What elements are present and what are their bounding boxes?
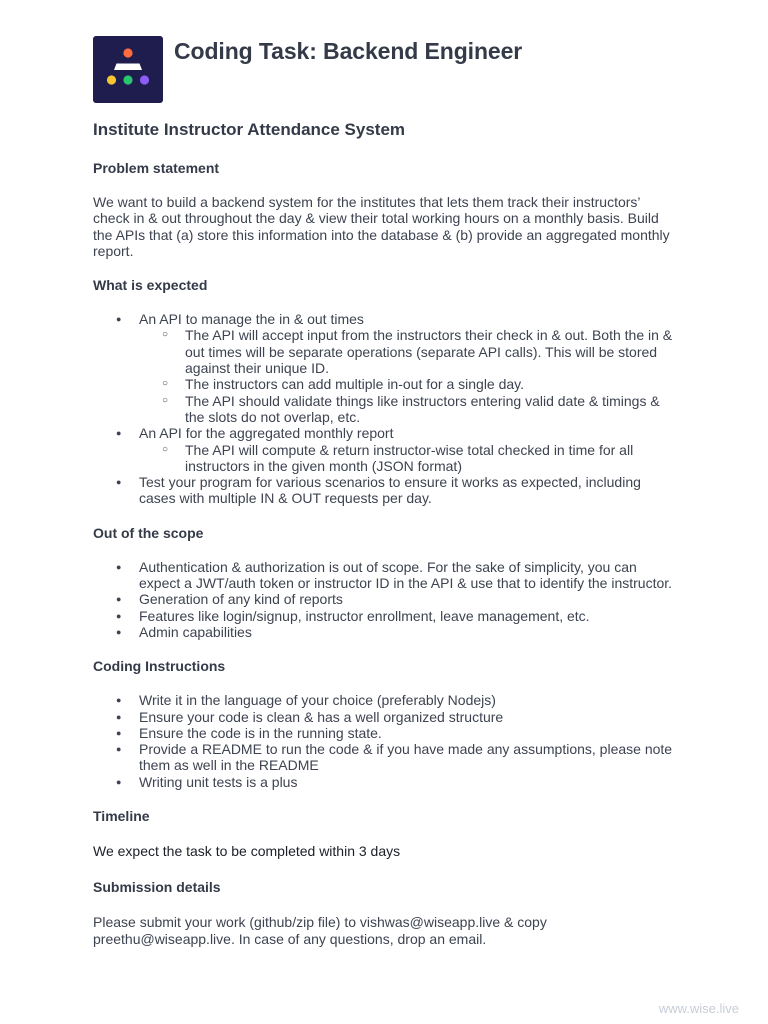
sub-list-item: ○ The API should validate things like instructors entering valid date & timings & the slots do not overlap, etc. [139, 393, 673, 426]
list-item: ● Features like login/signup, instructor enrollment, leave management, etc. [93, 608, 673, 624]
list-item: ● Admin capabilities [93, 624, 673, 640]
logo-dot-green [123, 75, 132, 84]
document-header [93, 36, 673, 103]
document-subtitle: Institute Instructor Attendance System [93, 120, 406, 139]
sub-list [139, 327, 673, 425]
expected-heading: What is expected [93, 277, 208, 294]
list-item: ● An API for the aggregated monthly report ○ The API will compute & return instructor-wise total checked in time for all instructors in the given month (JSON format) [93, 425, 673, 474]
sub-list-item: ○ The instructors can add multiple in-out for a single day. [139, 376, 673, 392]
document-page [93, 36, 673, 947]
list-item: ● Writing unit tests is a plus [93, 774, 673, 790]
submission-heading: Submission details [93, 879, 221, 896]
timeline-heading: Timeline [93, 808, 150, 825]
logo-dot-orange [123, 48, 132, 57]
coding-list [93, 692, 673, 790]
timeline-text: We expect the task to be completed within 3 days [93, 843, 401, 860]
scope-list [93, 559, 673, 640]
submission-text: Please submit your work (github/zip file) to vishwas@wiseapp.live & copy preethu@wiseapp.live. In case of any questions, drop an email. [93, 914, 547, 947]
list-item: ● Write it in the language of your choice (preferably Nodejs) [93, 692, 673, 708]
logo-dot-yellow [107, 75, 116, 84]
list-item: ● Ensure the code is in the running state. [93, 725, 673, 741]
list-item: ● Authentication & authorization is out of scope. For the sake of simplicity, you can expect a JWT/auth token or instructor ID in the API & use that to identify the instructor. [93, 559, 673, 592]
coding-heading: Coding Instructions [93, 658, 226, 675]
sub-list-item: ○ The API will accept input from the instructors their check in & out. Both the in & out times will be separate operations (separate API calls). This will be stored against their unique ID. [139, 327, 673, 376]
list-item: ● Generation of any kind of reports [93, 591, 673, 607]
sub-list [139, 442, 673, 475]
logo-graphic [93, 36, 163, 103]
scope-heading: Out of the scope [93, 524, 204, 541]
document-title: Coding Task: Backend Engineer [174, 38, 523, 64]
problem-text: We want to build a backend system for the institutes that lets them track their instructors’ check in & out throughout the day & view their total working hours on a monthly basis. Build the APIs that (a) store this information into the database & (b) provide an aggregated monthly report. [93, 194, 670, 259]
list-item: ● Ensure your code is clean & has a well organized structure [93, 709, 673, 725]
list-item: ● An API to manage the in & out times ○ The API will accept input from the instructors their check in & out. Both the in & out times will be separate operations (separate API calls). This will be stored against their unique ID. ○ The instructors can add multiple in-out for a single day. ○ The API should validate things like instructors entering valid date & timings & the slots do not overlap, etc. [93, 311, 673, 425]
logo-dot-purple [140, 75, 149, 84]
wise-logo-icon [93, 36, 163, 103]
sub-list-item: ○ The API will compute & return instructor-wise total checked in time for all instructors in the given month (JSON format) [139, 442, 673, 475]
footer-website: www.wise.live [658, 1001, 739, 1016]
list-item: ● Provide a README to run the code & if you have made any assumptions, please note them as well in the README [93, 741, 673, 774]
expected-list [93, 311, 673, 507]
list-item: ● Test your program for various scenarios to ensure it works as expected, including cases with multiple IN & OUT requests per day. [93, 474, 673, 507]
problem-heading: Problem statement [93, 160, 220, 176]
logo-bar [114, 64, 142, 71]
